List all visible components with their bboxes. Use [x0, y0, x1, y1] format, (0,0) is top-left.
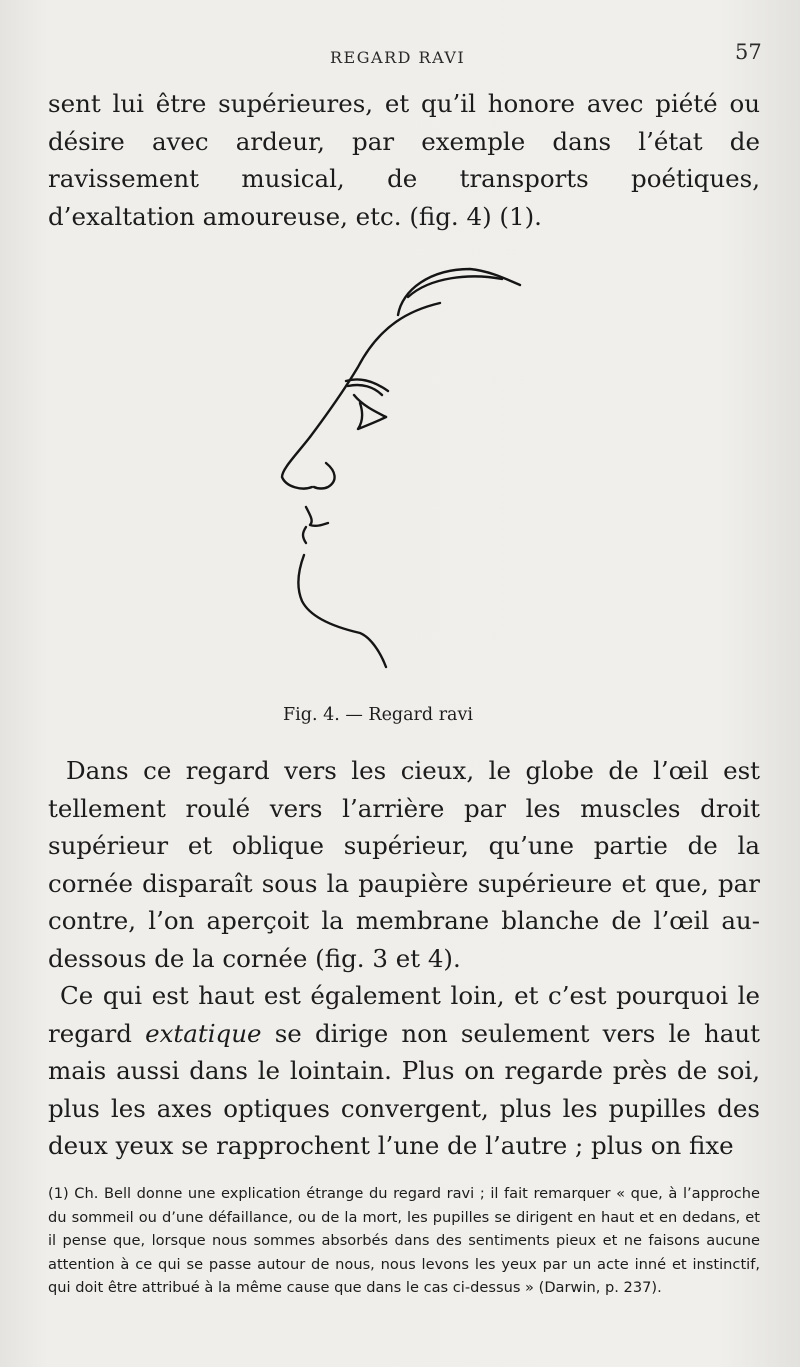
paragraph-continuation: sent lui être supérieures, et qu’il honore avec piété ou désire avec ardeur, par exemple dans l’état de ravissement musical, de transports poétiques, d’exaltation amoureuse, etc. (fig. 4) (1).: [48, 89, 760, 231]
paragraph-text: Ce qui est haut est également loin, et c’est pourquoi le regard: [48, 981, 760, 1048]
paragraph: Dans ce regard vers les cieux, le globe de l’œil est tellement roulé vers l’arrière par les muscles droit supérieur et oblique supérieur, qu’une partie de la cornée disparaît sous la paupière supérieure et que, par contre, l’on aperçoit la membrane blanche de l’œil au-dessous de la cornée (fig. 3 et 4).: [48, 756, 760, 973]
figure-caption: Fig. 4. — Regard ravi: [283, 705, 473, 725]
footnote: (1) Ch. Bell donne une explication étrange du regard ravi ; il fait remarquer « que, à l’approche du sommeil ou d’une défaillance, ou de la mort, les pupilles se dirigent en haut et en dedans, et il pense que, lorsque nous sommes absorbés dans des sentiments pieux et ne faisons aucune attention à ce qui se passe autour de nous, nous levons les yeux par un acte inné et instinctif, qui doit être attribué à la même cause que dans le cas ci-dessus » (Darwin, p. 237).: [48, 1185, 760, 1296]
paragraph: [48, 977, 760, 1165]
page-number: 57: [735, 40, 762, 64]
running-title: REGARD RAVI: [330, 48, 466, 67]
italic-term: extatique: [145, 1018, 262, 1048]
paragraph-text: se dirige non seulement vers le haut mais aussi dans le lointain. Plus on regarde près de soi, plus les axes optiques convergent, plus les pupilles des deux yeux se rapprochent l’une de l’autre ; plus on fixe: [48, 1018, 761, 1160]
profile-face-drawing-icon: [270, 255, 540, 675]
